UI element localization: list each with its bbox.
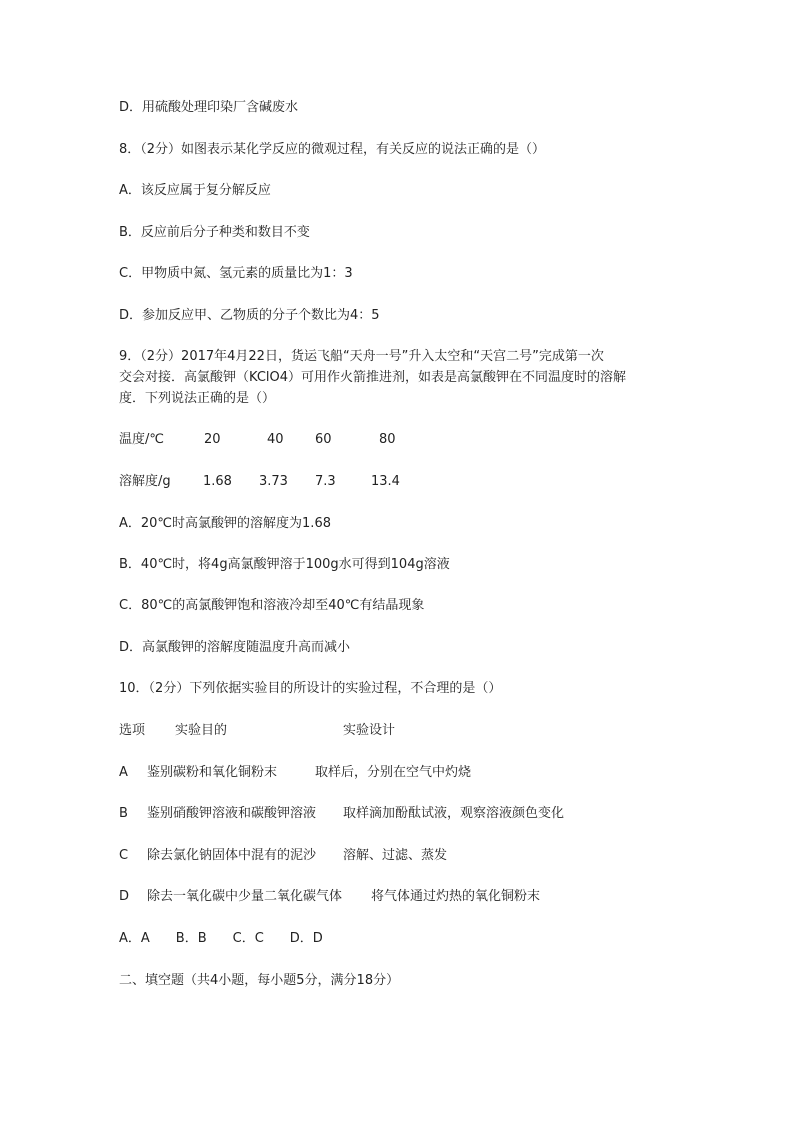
q9-stem-line3: 度．下列说法正确的是（）: [119, 391, 276, 406]
q9-solubility-cell: 1.68: [203, 474, 232, 489]
q10-stem: 10．（2分）下列依据实验目的所设计的实验过程，不合理的是（）: [119, 681, 502, 696]
q9-option-a: A．20℃时高氯酸钾的溶解度为1.68: [119, 516, 331, 531]
q10-choices: A．A B．B C．C D．D: [119, 931, 323, 946]
q10-header-purpose: 实验目的: [175, 723, 228, 738]
q8-option-a: A．该反应属于复分解反应: [119, 183, 271, 198]
q10-table-header: [119, 722, 396, 740]
q8-option-b: B．反应前后分子种类和数目不变: [119, 225, 310, 240]
q10-row-design: 溶解、过滤、蒸发: [343, 848, 448, 863]
q9-temp-cell: 80: [379, 432, 396, 447]
q10-row-purpose: 除去一氧化碳中少量二氧化碳气体: [147, 889, 343, 904]
q10-header-design: 实验设计: [343, 723, 396, 738]
q10-row-option: C: [119, 848, 129, 863]
q9-temp-cell: 60: [315, 432, 332, 447]
q9-solubility-cell: 13.4: [371, 474, 400, 489]
q10-row-design: 取样滴加酚酞试液，观察溶液颜色变化: [343, 806, 565, 821]
q9-solubility-cell: 3.73: [259, 474, 288, 489]
q9-temp-cell: 20: [204, 432, 221, 447]
q10-table-row: [119, 888, 541, 906]
q10-row-purpose: 除去氯化钠固体中混有的泥沙: [147, 848, 317, 863]
q9-option-d: D．高氯酸钾的溶解度随温度升高而减小: [119, 640, 351, 655]
q10-row-purpose: 鉴别硝酸钾溶液和碳酸钾溶液: [147, 806, 317, 821]
q9-option-c: C．80℃的高氯酸钾饱和溶液冷却至40℃有结晶现象: [119, 598, 425, 613]
q9-temp-cell: 40: [267, 432, 284, 447]
q9-stem-line2: 交会对接．高氯酸钾（KClO4）可用作火箭推进剂，如表是高氯酸钾在不同温度时的溶解: [119, 370, 627, 385]
q8-option-d: D．参加反应甲、乙物质的分子个数比为4：5: [119, 308, 380, 323]
q10-header-option: 选项: [119, 723, 146, 738]
q10-table-row: [119, 847, 448, 865]
q10-row-design: 取样后，分别在空气中灼烧: [315, 765, 472, 780]
q10-table-row: [119, 764, 472, 782]
q10-row-option: D: [119, 889, 130, 904]
q8-stem: 8．（2分）如图表示某化学反应的微观过程，有关反应的说法正确的是（）: [119, 142, 546, 157]
section-heading: 二、填空题（共4小题，每小题5分，满分18分）: [119, 973, 400, 988]
q9-solubility-cell: 7.3: [315, 474, 336, 489]
q9-stem-line1: 9．（2分）2017年4月22日，货运飞船“天舟一号”升入太空和“天宫二号”完成第一次: [119, 349, 604, 364]
q9-table-solubility-row: [119, 473, 400, 491]
q9-table-temp-row: [119, 431, 396, 449]
q8-option-c: C．甲物质中氮、氢元素的质量比为1：3: [119, 266, 353, 281]
q10-row-purpose: 鉴别碳粉和氧化铜粉末: [147, 765, 278, 780]
q9-temp-label: 温度/℃: [119, 432, 164, 447]
q9-option-b: B．40℃时，将4g高氯酸钾溶于100g水可得到104g溶液: [119, 557, 450, 572]
q10-row-option: B: [119, 806, 128, 821]
q9-solubility-label: 溶解度/g: [119, 474, 171, 489]
q10-row-design: 将气体通过灼热的氧化铜粉末: [371, 889, 541, 904]
q10-row-option: A: [119, 765, 128, 780]
q10-table-row: [119, 805, 565, 823]
q7-option-d: D．用硫酸处理印染厂含碱废水: [119, 100, 299, 115]
